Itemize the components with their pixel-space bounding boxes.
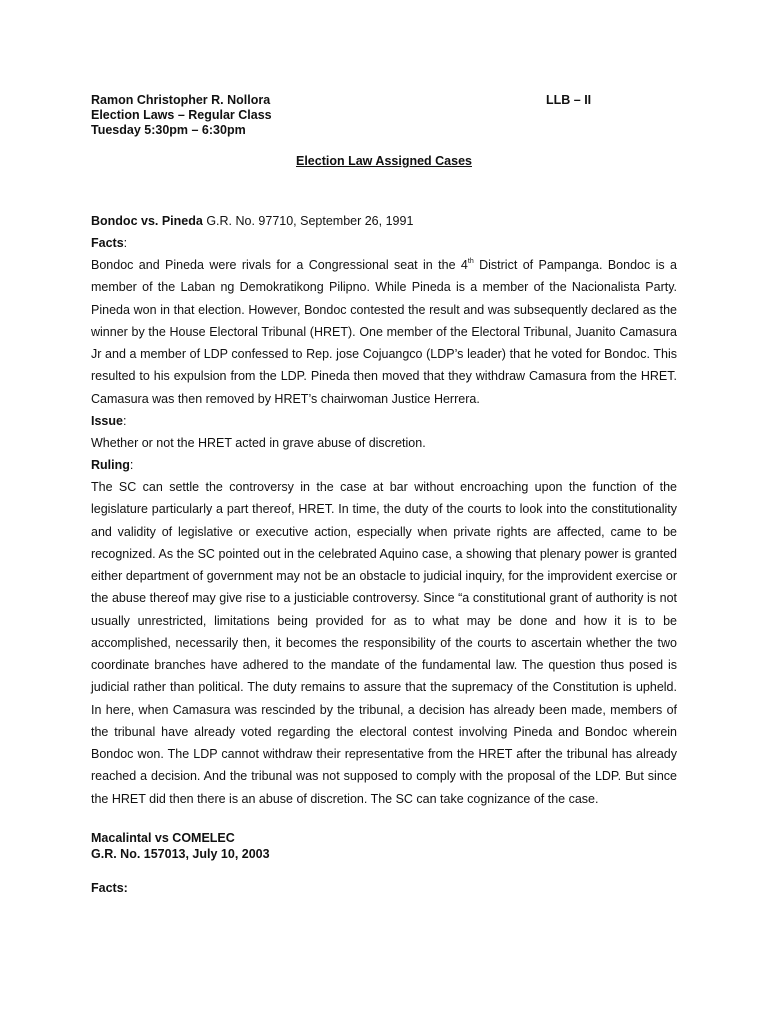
case-name: Bondoc vs. Pineda <box>91 214 203 228</box>
ruling-heading: Ruling: <box>91 458 134 472</box>
issue-heading: Issue: <box>91 413 127 428</box>
facts-paragraph: Bondoc and Pineda were rivals for a Congressional seat in the 4th District of Pampanga. Bondoc is a member of the Laban ng Demokratikong Pilipno. While Pineda is a member of the Nacionalista Party. Pineda won in that election. However, Bondoc contested the result and was subsequently declared as the winner by the House Electoral Tribunal (HRET). One member of the Electoral Tribunal, Juanito Camasura Jr and a member of LDP confessed to Rep. jose Cojuangco (LDP’s leader) that he voted for Bondoc. This resulted to his expulsion from the LDP. Pineda then moved that they withdraw Camasura from the HRET. Camasura was then removed by HRET’s chairwoman Justice Herrera. <box>91 257 677 406</box>
document-page <box>91 93 677 896</box>
case2-citation: G.R. No. 157013, July 10, 2003 <box>91 846 270 861</box>
class-schedule: Tuesday 5:30pm – 6:30pm <box>91 123 246 137</box>
document-header <box>91 93 677 138</box>
case-citation: G.R. No. 97710, September 26, 1991 <box>202 214 414 228</box>
class-level: LLB – II <box>546 93 592 107</box>
header-line-1 <box>91 93 677 108</box>
case-macalintal-vs-comelec <box>91 830 677 896</box>
ruling-paragraph: The SC can settle the controversy in the case at bar without encroaching upon the function of the legislature particularly a part thereof, HRET. In time, the duty of the courts to look into the constitutionality and validity of legislative or executive action, especially when private rights are affected, came to be recognized. As the SC pointed out in the celebrated Aquino case, a showing that plenary power is granted either department of government may not be an obstacle to judicial inquiry, for the improvident exercise or the abuse thereof may give rise to a justiciable controversy. Since “a constitutional grant of authority is not usually unrestricted, limitations being provided for as to what may be done and how it is to be accomplished, necessarily then, it becomes the responsibility of the courts to ascertain whether the two coordinate branches have adhered to the mandate of the fundamental law. The question thus posed is judicial rather than political. The duty remains to assure that the supremacy of the Constitution is upheld. In here, when Camasura was rescinded by the tribunal, a decision has already been made, members of the tribunal have already voted regarding the electoral contest involving Pineda and Bondoc wherein Bondoc won. The LDP cannot withdraw their representative from the HRET after the tribunal has already reached a decision. And the tribunal was not supposed to comply with the proposal of the LDP. But since the HRET did then there is an abuse of discretion. The SC can take cognizance of the case. <box>91 480 677 806</box>
issue-paragraph: Whether or not the HRET acted in grave abuse of discretion. <box>91 435 426 450</box>
case-heading <box>91 210 677 232</box>
ordinal-suffix: th <box>467 257 474 265</box>
case2-name: Macalintal vs COMELEC <box>91 830 235 845</box>
author-name: Ramon Christopher R. Nollora <box>91 93 271 107</box>
facts-heading: Facts: <box>91 236 128 250</box>
case-bondoc-vs-pineda <box>91 210 677 810</box>
case2-facts-heading: Facts: <box>91 880 128 895</box>
course-name: Election Laws – Regular Class <box>91 108 272 122</box>
case2-heading <box>91 830 677 862</box>
document-title: Election Law Assigned Cases <box>296 154 472 168</box>
